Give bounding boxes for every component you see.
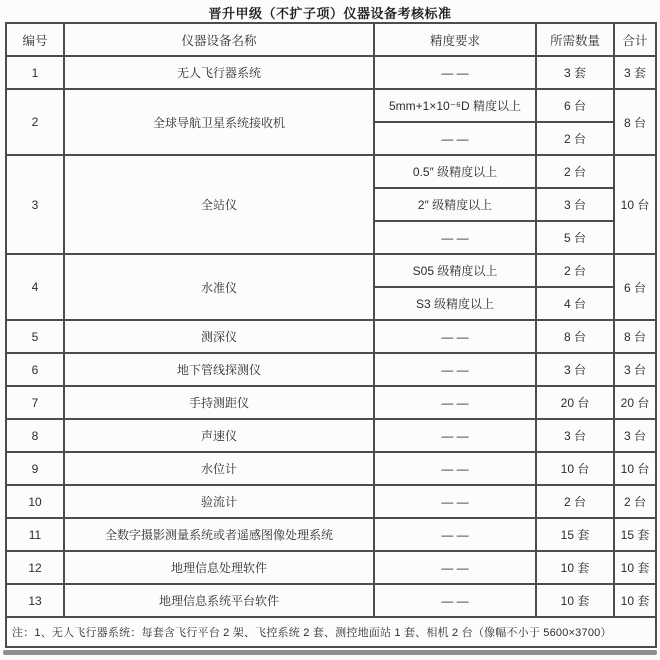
quantity-cell: 10 套 <box>536 584 614 617</box>
quantity-cell: 3 台 <box>536 188 614 221</box>
quantity-cell: 2 台 <box>536 254 614 287</box>
row-no-cell: 2 <box>6 89 64 155</box>
precision-cell: — — <box>374 353 536 386</box>
equipment-name-cell: 全站仪 <box>64 155 374 254</box>
precision-cell: — — <box>374 221 536 254</box>
equipment-name-cell: 验流计 <box>64 485 374 518</box>
page-bottom-edge <box>3 650 657 655</box>
equipment-standards-table <box>5 22 657 648</box>
total-cell: 10 台 <box>614 155 656 254</box>
total-cell: 10 套 <box>614 551 656 584</box>
total-cell: 3 台 <box>614 419 656 452</box>
row-no-cell: 9 <box>6 452 64 485</box>
header-cell-no: 编号 <box>6 23 64 56</box>
table-row <box>6 89 656 122</box>
row-no-cell: 13 <box>6 584 64 617</box>
quantity-cell: 20 台 <box>536 386 614 419</box>
table-row <box>6 584 656 617</box>
quantity-cell: 2 台 <box>536 155 614 188</box>
precision-cell: — — <box>374 56 536 89</box>
row-no-cell: 1 <box>6 56 64 89</box>
row-no-cell: 3 <box>6 155 64 254</box>
row-no-cell: 12 <box>6 551 64 584</box>
quantity-cell: 6 台 <box>536 89 614 122</box>
equipment-name-cell: 水准仪 <box>64 254 374 320</box>
table-row <box>6 386 656 419</box>
quantity-cell: 2 台 <box>536 122 614 155</box>
precision-cell: — — <box>374 584 536 617</box>
quantity-cell: 2 台 <box>536 485 614 518</box>
total-cell: 10 台 <box>614 452 656 485</box>
quantity-cell: 8 台 <box>536 320 614 353</box>
equipment-name-cell: 全数字摄影测量系统或者遥感图像处理系统 <box>64 518 374 551</box>
table-row <box>6 485 656 518</box>
table-header-row <box>6 23 656 56</box>
quantity-cell: 3 台 <box>536 353 614 386</box>
table-row <box>6 56 656 89</box>
precision-cell: S3 级精度以上 <box>374 287 536 320</box>
equipment-name-cell: 测深仪 <box>64 320 374 353</box>
header-cell-name: 仪器设备名称 <box>64 23 374 56</box>
precision-cell: — — <box>374 452 536 485</box>
header-cell-precision: 精度要求 <box>374 23 536 56</box>
quantity-cell: 10 套 <box>536 551 614 584</box>
equipment-name-cell: 地理信息处理软件 <box>64 551 374 584</box>
total-cell: 8 台 <box>614 89 656 155</box>
header-cell-quantity: 所需数量 <box>536 23 614 56</box>
total-cell: 15 套 <box>614 518 656 551</box>
footnote-row <box>6 617 656 647</box>
precision-cell: 5mm+1×10⁻⁶D 精度以上 <box>374 89 536 122</box>
equipment-name-cell: 地理信息系统平台软件 <box>64 584 374 617</box>
table-row <box>6 254 656 287</box>
row-no-cell: 7 <box>6 386 64 419</box>
equipment-name-cell: 声速仪 <box>64 419 374 452</box>
equipment-name-cell: 水位计 <box>64 452 374 485</box>
precision-cell: — — <box>374 386 536 419</box>
table-row <box>6 419 656 452</box>
precision-cell: — — <box>374 551 536 584</box>
equipment-name-cell: 无人飞行器系统 <box>64 56 374 89</box>
row-no-cell: 10 <box>6 485 64 518</box>
precision-cell: 0.5″ 级精度以上 <box>374 155 536 188</box>
precision-cell: — — <box>374 320 536 353</box>
table-row <box>6 320 656 353</box>
quantity-cell: 3 台 <box>536 419 614 452</box>
row-no-cell: 6 <box>6 353 64 386</box>
quantity-cell: 5 台 <box>536 221 614 254</box>
footnote: 注：1、无人飞行器系统：每套含飞行平台 2 架、飞控系统 2 套、测控地面站 1 套、相机 2 台（像幅不小于 5600×3700） <box>6 617 656 647</box>
equipment-name-cell: 地下管线探测仪 <box>64 353 374 386</box>
table-row <box>6 155 656 188</box>
quantity-cell: 4 台 <box>536 287 614 320</box>
row-no-cell: 8 <box>6 419 64 452</box>
total-cell: 3 套 <box>614 56 656 89</box>
precision-cell: — — <box>374 518 536 551</box>
equipment-name-cell: 全球导航卫星系统接收机 <box>64 89 374 155</box>
quantity-cell: 15 套 <box>536 518 614 551</box>
table-row <box>6 353 656 386</box>
total-cell: 20 台 <box>614 386 656 419</box>
table-row <box>6 452 656 485</box>
table-row <box>6 551 656 584</box>
quantity-cell: 10 台 <box>536 452 614 485</box>
total-cell: 8 台 <box>614 320 656 353</box>
precision-cell: 2″ 级精度以上 <box>374 188 536 221</box>
total-cell: 2 台 <box>614 485 656 518</box>
equipment-name-cell: 手持测距仪 <box>64 386 374 419</box>
row-no-cell: 5 <box>6 320 64 353</box>
total-cell: 3 台 <box>614 353 656 386</box>
precision-cell: — — <box>374 122 536 155</box>
total-cell: 6 台 <box>614 254 656 320</box>
quantity-cell: 3 套 <box>536 56 614 89</box>
precision-cell: — — <box>374 419 536 452</box>
page-title: 晋升甲级（不扩子项）仪器设备考核标准 <box>208 6 452 21</box>
header-cell-total: 合计 <box>614 23 656 56</box>
total-cell: 10 套 <box>614 584 656 617</box>
row-no-cell: 11 <box>6 518 64 551</box>
table-row <box>6 518 656 551</box>
precision-cell: — — <box>374 485 536 518</box>
row-no-cell: 4 <box>6 254 64 320</box>
precision-cell: S05 级精度以上 <box>374 254 536 287</box>
